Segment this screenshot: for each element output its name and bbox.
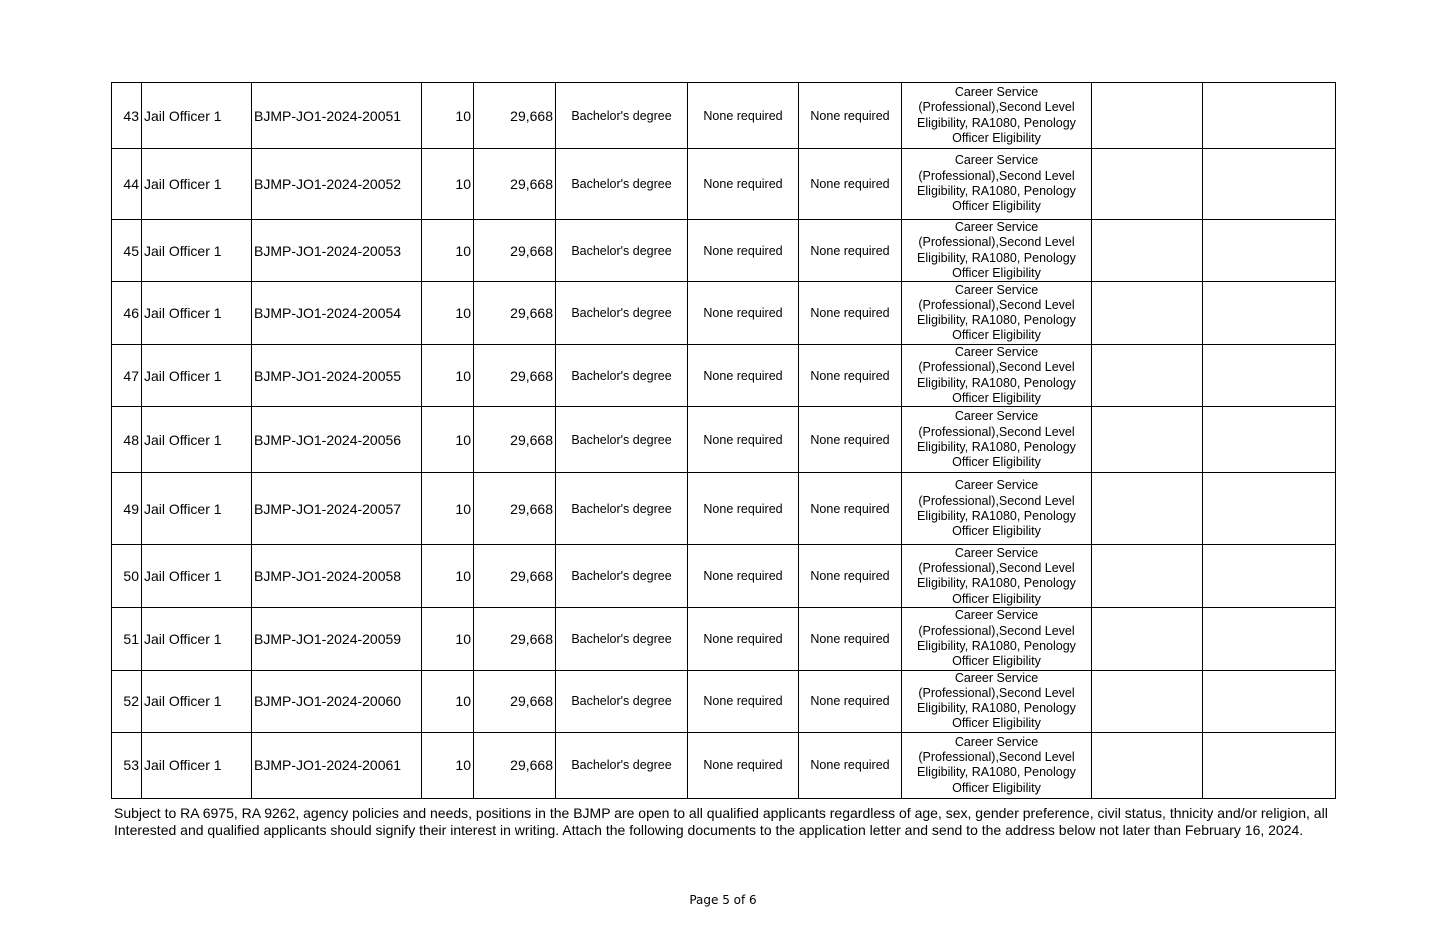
table-row <box>112 608 1336 670</box>
plantilla-item-cell: BJMP-JO1-2024-20057 <box>252 473 422 545</box>
education-cell: Bachelor's degree <box>556 407 688 473</box>
position-title-cell: Jail Officer 1 <box>142 83 252 149</box>
plantilla-item-cell: BJMP-JO1-2024-20051 <box>252 83 422 149</box>
education-cell: Bachelor's degree <box>556 220 688 282</box>
salary-grade-cell: 10 <box>422 220 474 282</box>
assignment-cell <box>1203 670 1336 732</box>
education-cell: Bachelor's degree <box>556 282 688 345</box>
plantilla-item-cell: BJMP-JO1-2024-20053 <box>252 220 422 282</box>
row-number-cell: 44 <box>112 149 142 220</box>
assignment-cell <box>1203 282 1336 345</box>
salary-grade-cell: 10 <box>422 149 474 220</box>
row-number-cell: 46 <box>112 282 142 345</box>
monthly-salary-cell: 29,668 <box>474 83 556 149</box>
competency-cell <box>1092 83 1203 149</box>
footnote-text: Subject to RA 6975, RA 9262, agency policies and needs, positions in the BJMP are open to all qualified applicants regardless of age, sex, gender preference, civil status, thnicity and/or religion, all Interested and qualified applicants should signify their interest in writing. Attach the following documents to the application letter and send to the address below not later than February 16, 2024. <box>114 805 1328 838</box>
salary-grade-cell: 10 <box>422 407 474 473</box>
table-row <box>112 473 1336 545</box>
table-row <box>112 670 1336 732</box>
plantilla-item-cell: BJMP-JO1-2024-20055 <box>252 345 422 407</box>
experience-cell: None required <box>799 83 902 149</box>
plantilla-item-cell: BJMP-JO1-2024-20060 <box>252 670 422 732</box>
experience-cell: None required <box>799 545 902 608</box>
education-cell: Bachelor's degree <box>556 670 688 732</box>
education-cell: Bachelor's degree <box>556 732 688 798</box>
row-number-cell: 49 <box>112 473 142 545</box>
training-cell: None required <box>688 608 799 670</box>
education-cell: Bachelor's degree <box>556 345 688 407</box>
assignment-cell <box>1203 608 1336 670</box>
table-row <box>112 732 1336 798</box>
salary-grade-cell: 10 <box>422 345 474 407</box>
assignment-cell <box>1203 473 1336 545</box>
monthly-salary-cell: 29,668 <box>474 220 556 282</box>
salary-grade-cell: 10 <box>422 608 474 670</box>
position-title-cell: Jail Officer 1 <box>142 149 252 220</box>
salary-grade-cell: 10 <box>422 732 474 798</box>
monthly-salary-cell: 29,668 <box>474 149 556 220</box>
competency-cell <box>1092 345 1203 407</box>
plantilla-item-cell: BJMP-JO1-2024-20058 <box>252 545 422 608</box>
table-row <box>112 149 1336 220</box>
monthly-salary-cell: 29,668 <box>474 732 556 798</box>
training-cell: None required <box>688 473 799 545</box>
position-title-cell: Jail Officer 1 <box>142 345 252 407</box>
monthly-salary-cell: 29,668 <box>474 545 556 608</box>
competency-cell <box>1092 473 1203 545</box>
competency-cell <box>1092 545 1203 608</box>
assignment-cell <box>1203 149 1336 220</box>
experience-cell: None required <box>799 282 902 345</box>
monthly-salary-cell: 29,668 <box>474 407 556 473</box>
competency-cell <box>1092 220 1203 282</box>
vacancy-table <box>111 82 1336 799</box>
assignment-cell <box>1203 407 1336 473</box>
salary-grade-cell: 10 <box>422 473 474 545</box>
assignment-cell <box>1203 83 1336 149</box>
monthly-salary-cell: 29,668 <box>474 345 556 407</box>
plantilla-item-cell: BJMP-JO1-2024-20059 <box>252 608 422 670</box>
position-title-cell: Jail Officer 1 <box>142 473 252 545</box>
page-number: Page 5 of 6 <box>689 893 757 907</box>
salary-grade-cell: 10 <box>422 83 474 149</box>
competency-cell <box>1092 149 1203 220</box>
row-number-cell: 43 <box>112 83 142 149</box>
salary-grade-cell: 10 <box>422 670 474 732</box>
experience-cell: None required <box>799 608 902 670</box>
assignment-cell <box>1203 345 1336 407</box>
monthly-salary-cell: 29,668 <box>474 608 556 670</box>
education-cell: Bachelor's degree <box>556 545 688 608</box>
training-cell: None required <box>688 83 799 149</box>
row-number-cell: 50 <box>112 545 142 608</box>
table-row <box>112 83 1336 149</box>
table-row <box>112 345 1336 407</box>
training-cell: None required <box>688 282 799 345</box>
row-number-cell: 53 <box>112 732 142 798</box>
experience-cell: None required <box>799 670 902 732</box>
eligibility-cell: Career Service (Professional),Second Level Eligibility, RA1080, Penology Officer Eligibility <box>902 407 1092 473</box>
training-cell: None required <box>688 407 799 473</box>
eligibility-cell: Career Service (Professional),Second Level Eligibility, RA1080, Penology Officer Eligibility <box>902 545 1092 608</box>
plantilla-item-cell: BJMP-JO1-2024-20061 <box>252 732 422 798</box>
position-title-cell: Jail Officer 1 <box>142 407 252 473</box>
monthly-salary-cell: 29,668 <box>474 282 556 345</box>
experience-cell: None required <box>799 407 902 473</box>
assignment-cell <box>1203 220 1336 282</box>
eligibility-cell: Career Service (Professional),Second Level Eligibility, RA1080, Penology Officer Eligibility <box>902 473 1092 545</box>
training-cell: None required <box>688 220 799 282</box>
experience-cell: None required <box>799 473 902 545</box>
experience-cell: None required <box>799 220 902 282</box>
eligibility-cell: Career Service (Professional),Second Level Eligibility, RA1080, Penology Officer Eligibility <box>902 732 1092 798</box>
eligibility-cell: Career Service (Professional),Second Level Eligibility, RA1080, Penology Officer Eligibility <box>902 608 1092 670</box>
assignment-cell <box>1203 732 1336 798</box>
competency-cell <box>1092 282 1203 345</box>
row-number-cell: 52 <box>112 670 142 732</box>
eligibility-cell: Career Service (Professional),Second Level Eligibility, RA1080, Penology Officer Eligibility <box>902 282 1092 345</box>
eligibility-cell: Career Service (Professional),Second Level Eligibility, RA1080, Penology Officer Eligibility <box>902 149 1092 220</box>
experience-cell: None required <box>799 732 902 798</box>
training-cell: None required <box>688 149 799 220</box>
training-cell: None required <box>688 345 799 407</box>
row-number-cell: 47 <box>112 345 142 407</box>
eligibility-cell: Career Service (Professional),Second Level Eligibility, RA1080, Penology Officer Eligibility <box>902 220 1092 282</box>
table-row <box>112 545 1336 608</box>
eligibility-cell: Career Service (Professional),Second Level Eligibility, RA1080, Penology Officer Eligibility <box>902 83 1092 149</box>
table-body <box>112 83 1336 799</box>
experience-cell: None required <box>799 149 902 220</box>
position-title-cell: Jail Officer 1 <box>142 732 252 798</box>
education-cell: Bachelor's degree <box>556 608 688 670</box>
plantilla-item-cell: BJMP-JO1-2024-20056 <box>252 407 422 473</box>
education-cell: Bachelor's degree <box>556 149 688 220</box>
training-cell: None required <box>688 670 799 732</box>
position-title-cell: Jail Officer 1 <box>142 220 252 282</box>
salary-grade-cell: 10 <box>422 545 474 608</box>
table-row <box>112 282 1336 345</box>
competency-cell <box>1092 670 1203 732</box>
salary-grade-cell: 10 <box>422 282 474 345</box>
position-title-cell: Jail Officer 1 <box>142 670 252 732</box>
monthly-salary-cell: 29,668 <box>474 670 556 732</box>
row-number-cell: 51 <box>112 608 142 670</box>
monthly-salary-cell: 29,668 <box>474 473 556 545</box>
plantilla-item-cell: BJMP-JO1-2024-20054 <box>252 282 422 345</box>
table-row <box>112 407 1336 473</box>
education-cell: Bachelor's degree <box>556 473 688 545</box>
position-title-cell: Jail Officer 1 <box>142 282 252 345</box>
position-title-cell: Jail Officer 1 <box>142 545 252 608</box>
eligibility-cell: Career Service (Professional),Second Level Eligibility, RA1080, Penology Officer Eligibility <box>902 670 1092 732</box>
table-row <box>112 220 1336 282</box>
plantilla-item-cell: BJMP-JO1-2024-20052 <box>252 149 422 220</box>
experience-cell: None required <box>799 345 902 407</box>
competency-cell <box>1092 732 1203 798</box>
row-number-cell: 45 <box>112 220 142 282</box>
education-cell: Bachelor's degree <box>556 83 688 149</box>
assignment-cell <box>1203 545 1336 608</box>
competency-cell <box>1092 407 1203 473</box>
training-cell: None required <box>688 545 799 608</box>
eligibility-cell: Career Service (Professional),Second Level Eligibility, RA1080, Penology Officer Eligibility <box>902 345 1092 407</box>
position-title-cell: Jail Officer 1 <box>142 608 252 670</box>
competency-cell <box>1092 608 1203 670</box>
training-cell: None required <box>688 732 799 798</box>
row-number-cell: 48 <box>112 407 142 473</box>
